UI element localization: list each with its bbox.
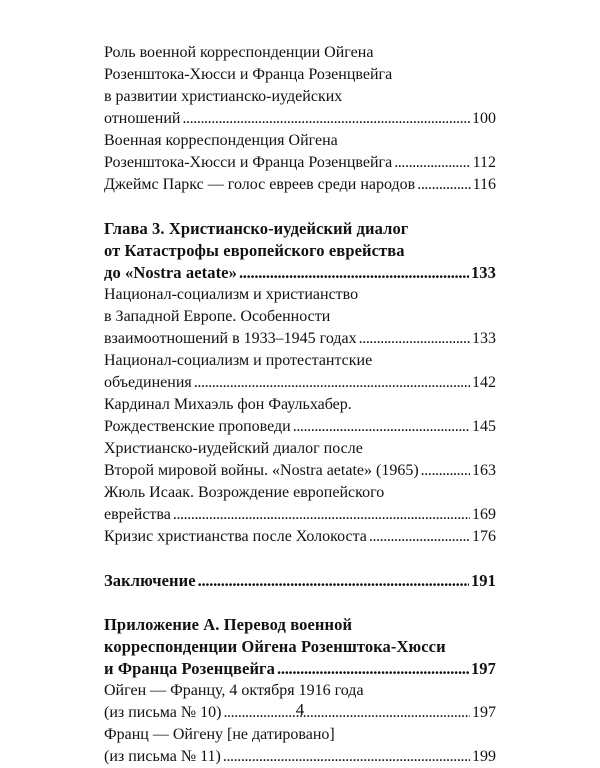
toc-entry-line: Кардинал Михаэль фон Фаульхабер. bbox=[104, 396, 352, 413]
dot-leader bbox=[173, 504, 470, 526]
toc-entry-line: Глава 3. Христианско-иудейский диалог bbox=[104, 219, 409, 238]
dot-leader bbox=[239, 262, 469, 284]
toc-entry-last-line bbox=[104, 526, 496, 548]
toc-entry-line: в Западной Европе. Особенности bbox=[104, 308, 331, 325]
dot-leader bbox=[394, 152, 470, 174]
toc-page-number: 133 bbox=[470, 263, 496, 282]
toc-entry-title-end: Джеймс Паркс — голос евреев среди народов bbox=[104, 176, 416, 193]
toc-entry-line: Военная корреспонденция Ойгена bbox=[104, 132, 338, 149]
toc-entry-last-line bbox=[104, 570, 496, 592]
toc-chapter-entry[interactable] bbox=[104, 614, 496, 680]
toc-entry-title-end: Кризис христианства после Холокоста bbox=[104, 528, 367, 545]
toc-entry-last-line bbox=[104, 460, 496, 482]
toc-entry-line: в развитии христианско-иудейских bbox=[104, 88, 343, 105]
toc-entry-line: Христианско-иудейский диалог после bbox=[104, 440, 363, 457]
toc-entry-last-line bbox=[104, 658, 496, 680]
toc-entry-line: от Катастрофы европейского еврейства bbox=[104, 241, 405, 260]
toc-entry-title-end: Рождественские проповеди bbox=[104, 418, 291, 435]
toc-entry-title-end: еврейства bbox=[104, 506, 171, 523]
dot-leader bbox=[277, 658, 469, 680]
toc-entry-line: Франц — Ойгену [не датировано] bbox=[104, 726, 335, 743]
dot-leader bbox=[369, 526, 470, 548]
toc-entry-title-end: Розенштока-Хюсси и Франца Розенцвейга bbox=[104, 154, 393, 171]
toc-entry-line: Приложение А. Перевод военной bbox=[104, 615, 353, 634]
toc-entry-line: корреспонденции Ойгена Розенштока-Хюсси bbox=[104, 637, 446, 656]
toc-chapter-entry[interactable] bbox=[104, 218, 496, 284]
dot-leader bbox=[293, 416, 470, 438]
dot-leader bbox=[194, 372, 470, 394]
toc-entry-line: Национал-социализм и протестантские bbox=[104, 352, 373, 369]
toc-entry-title-end: до «Nostra aetate» bbox=[104, 263, 237, 282]
toc-entry-line: Ойген — Францу, 4 октября 1916 года bbox=[104, 682, 364, 699]
toc-entry-last-line bbox=[104, 746, 496, 768]
toc-entry[interactable] bbox=[104, 482, 496, 526]
toc-entry-last-line bbox=[104, 174, 496, 196]
toc-entry-last-line bbox=[104, 504, 496, 526]
toc-page-number: 112 bbox=[472, 154, 496, 171]
toc-page-number: 197 bbox=[470, 659, 496, 678]
toc-entry[interactable] bbox=[104, 394, 496, 438]
toc-page-number: 133 bbox=[472, 330, 496, 347]
toc-entry-title-end: (из письма № 11) bbox=[104, 748, 221, 765]
toc-page-number: 199 bbox=[472, 748, 496, 765]
dot-leader bbox=[421, 460, 470, 482]
toc-entry[interactable] bbox=[104, 130, 496, 174]
dot-leader bbox=[223, 746, 470, 768]
toc-entry-line: Розенштока-Хюсси и Франца Розенцвейга bbox=[104, 66, 393, 83]
dot-leader bbox=[359, 328, 470, 350]
toc-entry-title-end: взаимоотношений в 1933–1945 годах bbox=[104, 330, 357, 347]
toc-entry[interactable] bbox=[104, 724, 496, 768]
toc-entry-last-line bbox=[104, 108, 496, 130]
toc-entry-line: Национал-социализм и христианство bbox=[104, 286, 359, 303]
dot-leader bbox=[182, 108, 470, 130]
toc-page-number: 145 bbox=[472, 418, 496, 435]
toc-page-number: 191 bbox=[470, 571, 496, 590]
toc-entry-last-line bbox=[104, 372, 496, 394]
page-number: 4 bbox=[295, 700, 305, 719]
toc-page-number: 142 bbox=[472, 374, 496, 391]
toc-page-number: 176 bbox=[472, 528, 496, 545]
toc-page-number: 163 bbox=[472, 462, 496, 479]
toc-entry[interactable] bbox=[104, 284, 496, 350]
toc-entry-last-line bbox=[104, 328, 496, 350]
toc-entry-title-end: объединения bbox=[104, 374, 192, 391]
toc-entry-title-end: и Франца Розенцвейга bbox=[104, 659, 275, 678]
toc-entry[interactable] bbox=[104, 350, 496, 394]
toc-page-number: 169 bbox=[472, 506, 496, 523]
toc-entry-last-line bbox=[104, 262, 496, 284]
toc-entry[interactable] bbox=[104, 526, 496, 548]
toc-entry-title-end: отношений bbox=[104, 110, 181, 127]
toc-entry-line: Жюль Исаак. Возрождение европейского bbox=[104, 484, 385, 501]
toc-entry[interactable] bbox=[104, 42, 496, 130]
dot-leader bbox=[198, 570, 469, 592]
toc-entry-last-line bbox=[104, 152, 496, 174]
toc-entry-title-end: Второй мировой войны. «Nostra aetate» (1965) bbox=[104, 462, 419, 479]
toc-entry[interactable] bbox=[104, 438, 496, 482]
toc-entry-line: Роль военной корреспонденции Ойгена bbox=[104, 44, 374, 61]
toc-chapter-entry[interactable] bbox=[104, 570, 496, 592]
table-of-contents bbox=[104, 42, 496, 768]
dot-leader bbox=[417, 174, 470, 196]
toc-page-number: 100 bbox=[472, 110, 496, 127]
toc-entry-last-line bbox=[104, 416, 496, 438]
toc-entry[interactable] bbox=[104, 174, 496, 196]
toc-entry-title-end: (из письма № 10) bbox=[104, 704, 222, 721]
toc-page-number: 197 bbox=[472, 704, 496, 721]
toc-entry-title-end: Заключение bbox=[104, 571, 196, 590]
toc-page-number: 116 bbox=[472, 176, 496, 193]
